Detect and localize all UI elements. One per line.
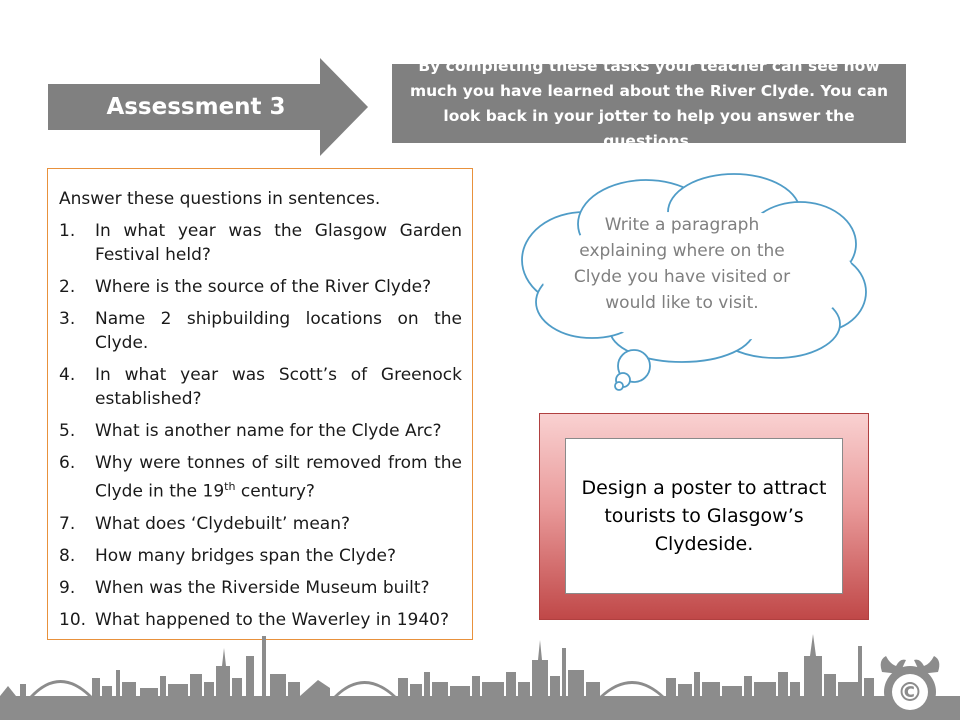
intro-box: [392, 56, 906, 150]
poster-task-box: [565, 438, 843, 594]
question-item: [59, 576, 462, 600]
question-number: 10.: [59, 609, 87, 630]
question-item: [59, 512, 462, 536]
question-text: When was the Riverside Museum built?: [95, 577, 430, 598]
question-number: 5.: [59, 421, 76, 441]
question-number: 9.: [59, 577, 76, 598]
question-item: [59, 307, 462, 355]
thought-cloud-text: Write a paragraph explaining where on the Clyde you have visited or would like to visit.: [573, 215, 791, 313]
question-text: What does ‘Clydebuilt’ mean?: [95, 513, 351, 534]
question-text: In what year was the Glasgow Garden Festival held?: [95, 221, 462, 265]
questions-list: [59, 219, 462, 632]
question-item: [59, 419, 462, 443]
question-text: In what year was Scott’s of Greenock established?: [95, 365, 462, 409]
question-text: What happened to the Waverley in 1940?: [95, 609, 449, 630]
question-text: Where is the source of the River Clyde?: [95, 277, 432, 297]
question-item: [59, 275, 462, 299]
question-item: [59, 451, 462, 504]
question-number: 2.: [59, 277, 76, 297]
question-number: 3.: [59, 309, 76, 329]
copyright-symbol: ©: [897, 678, 923, 708]
question-text: [95, 451, 462, 504]
poster-task-text: Design a poster to attract tourists to Glasgow’s Clydeside.: [581, 477, 827, 555]
question-number: 6.: [59, 453, 76, 473]
question-number: 8.: [59, 545, 76, 566]
question-item: [59, 363, 462, 411]
question-number: 4.: [59, 365, 76, 385]
question-item: [59, 219, 462, 267]
question-number: 7.: [59, 513, 76, 534]
city-skyline-banner: [0, 626, 960, 720]
questions-box: [47, 168, 473, 640]
copyright-logo: [876, 654, 944, 720]
question-number: 1.: [59, 221, 76, 241]
question-superscript: th: [224, 480, 236, 493]
question-text-before: Why were tonnes of silt removed from the Clyde in the 19: [95, 453, 462, 502]
question-text-after: century?: [235, 481, 315, 502]
question-text: How many bridges span the Clyde?: [95, 545, 396, 566]
question-text: What is another name for the Clyde Arc?: [95, 421, 442, 441]
intro-text: By completing these tasks your teacher can see how much you have learned about the River Clyde. You can look back in your jotter to help you answer the questions.: [409, 56, 888, 150]
question-text: Name 2 shipbuilding locations on the Clyde.: [95, 309, 462, 353]
questions-intro: Answer these questions in sentences.: [59, 189, 381, 209]
question-item: [59, 544, 462, 568]
assessment-title: Assessment 3: [106, 94, 286, 120]
